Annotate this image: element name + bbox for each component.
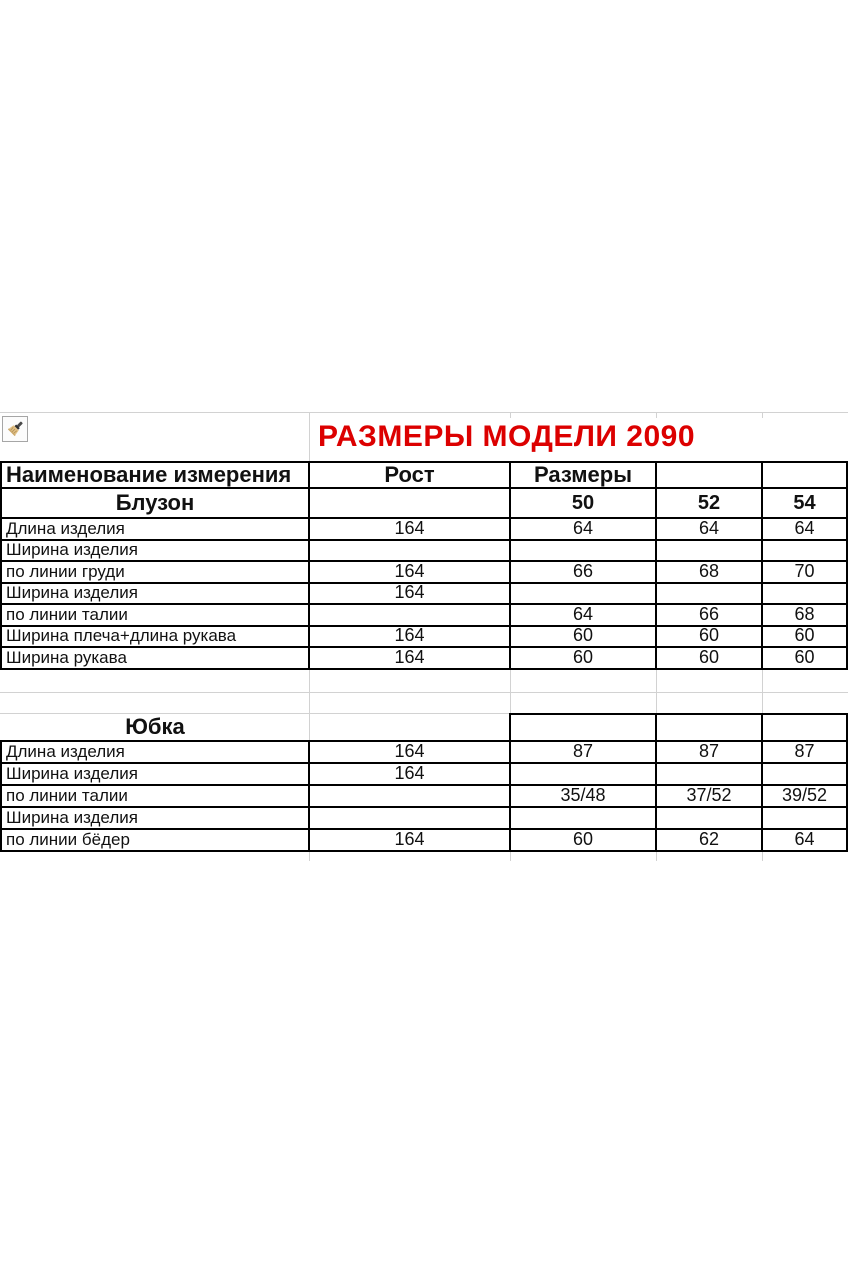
row-label: Ширина плеча+длина рукава: [2, 627, 310, 649]
row-label: по линии талии: [2, 786, 310, 808]
cell-54: 60: [763, 627, 848, 649]
cell-50: [511, 584, 657, 606]
cell-50: 66: [511, 562, 657, 584]
size-54-box: [763, 713, 848, 740]
cell-54: [763, 764, 848, 786]
gridline: [510, 852, 511, 861]
row-label: по линии бёдер: [2, 830, 310, 852]
row-label: по линии талии: [2, 605, 310, 627]
cell-height: 164: [310, 584, 511, 606]
empty-rows-gap: [0, 670, 848, 713]
cell-height: 164: [310, 764, 511, 786]
section-label-row-skirt: [0, 713, 848, 740]
row-label: Длина изделия: [2, 519, 310, 541]
cell-52: 60: [657, 648, 763, 670]
cell-height: 164: [310, 627, 511, 649]
gridline: [510, 670, 511, 713]
col-header-sizes: Размеры: [511, 463, 657, 489]
table-section-blouson: [0, 461, 848, 670]
cell-52: 62: [657, 830, 763, 852]
cell-height: [310, 605, 511, 627]
section-label-skirt: Юбка: [125, 713, 185, 739]
gridline: [309, 670, 310, 713]
row-label: Ширина изделия: [2, 584, 310, 606]
gridline: [762, 852, 763, 861]
cell-52: [657, 808, 763, 830]
cell-50: 60: [511, 830, 657, 852]
row-label: по линии груди: [2, 562, 310, 584]
cell-52: 64: [657, 519, 763, 541]
page-title: РАЗМЕРЫ МОДЕЛИ 2090: [318, 419, 696, 453]
gridline-stubs: [0, 852, 848, 861]
cell-52: 87: [657, 742, 763, 764]
cell-52: [657, 764, 763, 786]
gridline: [656, 852, 657, 861]
cell-height: 164: [310, 562, 511, 584]
size-50: 50: [511, 489, 657, 519]
cell-54: 39/52: [763, 786, 848, 808]
row-label: Ширина рукава: [2, 648, 310, 670]
cell: [310, 489, 511, 519]
row-label: Ширина изделия: [2, 541, 310, 563]
gridline: [0, 692, 848, 693]
section-label-blouson: Блузон: [2, 489, 310, 519]
cell-height: 164: [310, 519, 511, 541]
title-row: [0, 412, 848, 461]
col-header-empty: [763, 463, 848, 489]
size-52: 52: [657, 489, 763, 519]
gridline: [656, 670, 657, 713]
cell-54: 64: [763, 519, 848, 541]
cell-50: 64: [511, 519, 657, 541]
table-section-skirt: [0, 740, 848, 852]
cell-50: [511, 808, 657, 830]
gridline: [762, 670, 763, 713]
size-54: 54: [763, 489, 848, 519]
cell-height: [310, 541, 511, 563]
cell-height: [310, 808, 511, 830]
cell-54: [763, 584, 848, 606]
cell-54: [763, 808, 848, 830]
cell-52: 66: [657, 605, 763, 627]
size-52-box: [657, 713, 763, 740]
cell-height: 164: [310, 830, 511, 852]
cell-50: 35/48: [511, 786, 657, 808]
row-label: Длина изделия: [2, 742, 310, 764]
cell-52: [657, 541, 763, 563]
cell-height: [310, 786, 511, 808]
cell-54: 68: [763, 605, 848, 627]
cell-50: 60: [511, 648, 657, 670]
size-50-box: [509, 713, 657, 740]
cell-54: 64: [763, 830, 848, 852]
col-header-measure-name: Наименование измерения: [2, 463, 310, 489]
col-header-height: Рост: [310, 463, 511, 489]
cell-52: 60: [657, 627, 763, 649]
cell-52: 68: [657, 562, 763, 584]
cell-54: 60: [763, 648, 848, 670]
row-label: Ширина изделия: [2, 764, 310, 786]
gridline: [309, 852, 310, 861]
cell-52: [657, 584, 763, 606]
cell-50: 87: [511, 742, 657, 764]
cell-52: 37/52: [657, 786, 763, 808]
cell-50: [511, 541, 657, 563]
row-label: Ширина изделия: [2, 808, 310, 830]
cell-54: 70: [763, 562, 848, 584]
cell-50: 60: [511, 627, 657, 649]
cell-50: [511, 764, 657, 786]
cell-54: [763, 541, 848, 563]
cell-50: 64: [511, 605, 657, 627]
cell-54: 87: [763, 742, 848, 764]
cell-height: 164: [310, 648, 511, 670]
cell-height: 164: [310, 742, 511, 764]
col-header-empty: [657, 463, 763, 489]
